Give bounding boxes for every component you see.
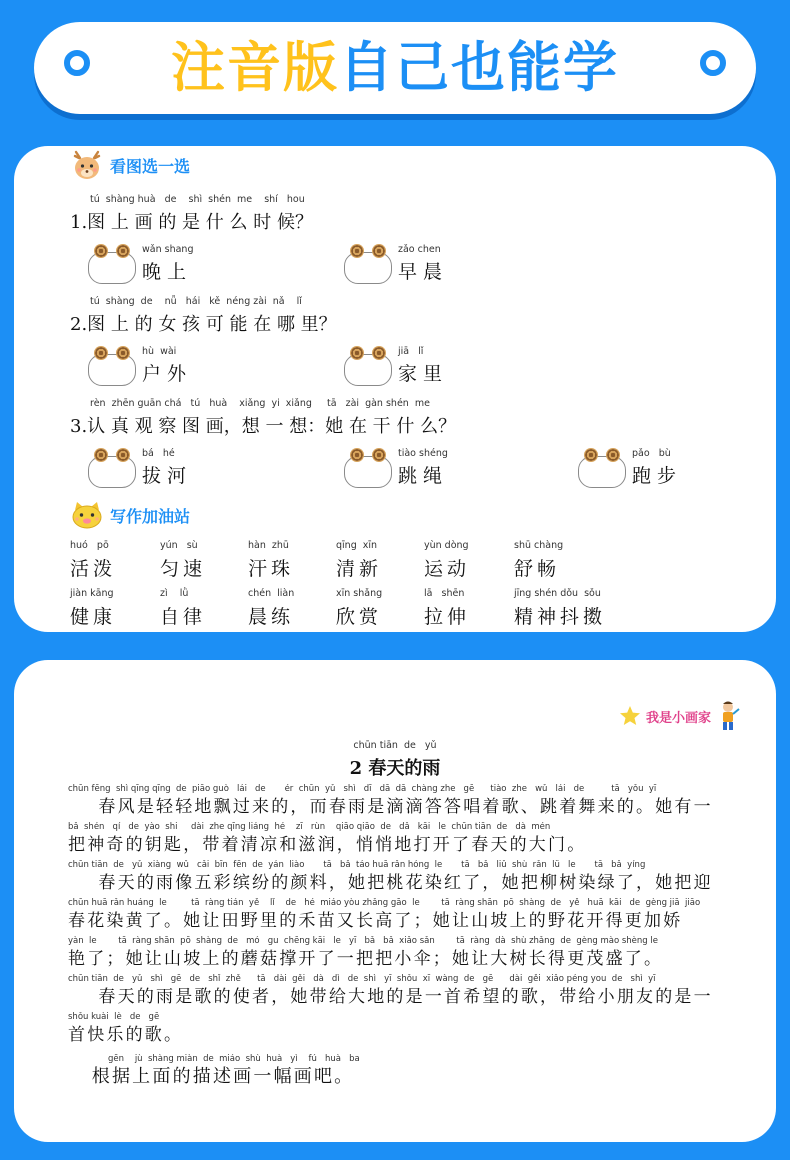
swirl-icon <box>372 244 386 258</box>
vocab-word <box>424 540 514 581</box>
line-text: 春花染黄了。她让田野里的禾苗又长高了；她让山坡上的野花开得更加娇 <box>68 911 683 931</box>
option-label: 户 外 <box>142 363 187 385</box>
line-pinyin: bǎ shén qí de yào shi dài zhe qīng liáng hé zī rùn qiāo qiāo de dǎ kāi le chūn tiān de dà mén <box>68 822 551 832</box>
swirl-icon <box>94 244 108 258</box>
answer-box[interactable] <box>344 456 392 488</box>
question-pinyin: rèn zhēn guān chá tú huà xiǎng yi xiǎng tā zài gàn shén me <box>90 398 430 409</box>
swirl-icon <box>116 346 130 360</box>
story-line <box>68 822 748 855</box>
answer-option[interactable] <box>344 244 524 286</box>
title-banner <box>34 22 756 114</box>
word-pinyin: qīng xīn <box>336 540 378 551</box>
story-line <box>68 784 748 817</box>
little-painter-badge <box>618 700 741 732</box>
word-pinyin: hàn zhū <box>248 540 289 551</box>
vocab-word <box>248 588 338 629</box>
answer-box[interactable] <box>88 252 136 284</box>
child-painter-icon <box>715 700 741 732</box>
line-text: 艳了；她让山坡上的蘑菇撑开了一把把小伞；她让大树长得更茂盛了。 <box>68 949 664 969</box>
section-heading-look-and-choose <box>70 150 190 180</box>
answer-option[interactable] <box>344 346 524 388</box>
line-pinyin: chūn huā rǎn huáng le tā ràng tián yě lǐ de hé miáo yòu zhǎng gāo le tā ràng shān pō shàng de yě huā kāi de gèng jiā jiāo <box>68 898 701 908</box>
answer-option[interactable] <box>88 346 268 388</box>
line-text: 把神奇的钥匙，带着清凉和滋润，悄悄地打开了春天的大门。 <box>68 835 587 855</box>
circle-icon <box>700 50 726 76</box>
line-pinyin: gēn jù shàng miàn de miáo shù huà yì fú huà ba <box>108 1054 360 1064</box>
line-text: 根据上面的描述画一幅画吧。 <box>68 1066 355 1087</box>
vocab-word <box>70 540 160 581</box>
answer-box[interactable] <box>88 456 136 488</box>
word-text: 清新 <box>336 558 383 580</box>
line-pinyin: yàn le tā ràng shān pō shàng de mó gu chēng kāi le yī bǎ bǎ xiǎo sǎn tā ràng dà shù zhǎng de gèng mào shèng le <box>68 936 658 946</box>
swirl-icon <box>372 448 386 462</box>
vocab-word <box>336 540 426 581</box>
section-heading-label: 写作加油站 <box>110 506 191 526</box>
answer-box[interactable] <box>88 354 136 386</box>
vocab-word <box>424 588 514 629</box>
word-text: 汗珠 <box>248 558 295 580</box>
vocab-word <box>70 588 160 629</box>
answer-option[interactable] <box>578 448 748 490</box>
line-text: 春天的雨是歌的使者，她带给大地的是一首希望的歌，带给小朋友的是一 <box>68 987 713 1007</box>
story-line <box>68 860 748 893</box>
option-label: 家 里 <box>398 363 443 385</box>
word-text: 欣赏 <box>336 606 383 628</box>
word-text: 匀速 <box>160 558 207 580</box>
question-pinyin: tú shàng de nǚ hái kě néng zài nǎ lǐ <box>90 296 302 307</box>
line-pinyin: chūn fēng shì qīng qīng de piāo guò lái de ér chūn yǔ shì dī dā dā chàng zhe gē tiào zhe wǔ lái de tā yǒu yī <box>68 784 657 794</box>
swirl-icon <box>350 244 364 258</box>
question-pinyin: tú shàng huà de shì shén me shí hou <box>90 194 305 205</box>
vocab-word <box>514 540 604 581</box>
word-text: 自律 <box>160 606 207 628</box>
answer-box[interactable] <box>578 456 626 488</box>
word-pinyin: huó pō <box>70 540 109 551</box>
swirl-icon <box>94 448 108 462</box>
line-pinyin: shǒu kuài lè de gē <box>68 1012 160 1022</box>
vocab-word <box>514 588 654 629</box>
section-heading-writing-station <box>70 500 190 530</box>
option-pinyin: jiā lǐ <box>398 346 424 357</box>
swirl-icon <box>606 448 620 462</box>
word-text: 拉伸 <box>424 606 471 628</box>
swirl-icon <box>584 448 598 462</box>
option-pinyin: hù wài <box>142 346 177 357</box>
section-heading-label: 看图选一选 <box>110 156 191 176</box>
word-text: 活泼 <box>70 558 117 580</box>
option-pinyin: bá hé <box>142 448 175 459</box>
story-title-pinyin: chūn tiān de yǔ <box>353 740 437 751</box>
story-line <box>68 1012 748 1045</box>
word-pinyin: xīn shǎng <box>336 588 383 599</box>
word-pinyin: shū chàng <box>514 540 564 551</box>
line-text: 首快乐的歌。 <box>68 1025 184 1045</box>
story-line <box>68 936 748 969</box>
vocab-word <box>160 540 250 581</box>
story-instruction <box>68 1054 748 1087</box>
swirl-icon <box>116 244 130 258</box>
word-pinyin: jiàn kāng <box>70 588 114 599</box>
swirl-icon <box>372 346 386 360</box>
swirl-icon <box>350 346 364 360</box>
word-pinyin: lā shēn <box>424 588 465 599</box>
word-text: 健康 <box>70 606 117 628</box>
vocab-word <box>248 540 338 581</box>
line-pinyin: chūn tiān de yǔ shì gē de shǐ zhě tā dài gěi dà dì de shì yī shǒu xī wàng de gē dài gěi xiǎo péng you de shì yī <box>68 974 656 984</box>
answer-box[interactable] <box>344 354 392 386</box>
word-text: 舒畅 <box>514 558 561 580</box>
question-2: 2.图 上 的 女 孩 可 能 在 哪 里？ <box>70 314 337 335</box>
answer-option[interactable] <box>88 448 268 490</box>
option-label: 跳 绳 <box>398 465 443 487</box>
word-text: 运动 <box>424 558 471 580</box>
cat-icon <box>70 500 104 530</box>
option-pinyin: wǎn shang <box>142 244 194 255</box>
word-pinyin: zì lǜ <box>160 588 189 599</box>
option-pinyin: tiào shéng <box>398 448 448 459</box>
vocab-word <box>336 588 426 629</box>
line-text: 春风是轻轻地飘过来的，而春雨是滴滴答答唱着歌、跳着舞来的。她有一 <box>68 797 713 817</box>
option-label: 跑 步 <box>632 465 677 487</box>
star-icon <box>618 704 642 728</box>
word-pinyin: yún sù <box>160 540 198 551</box>
banner-title <box>34 36 756 100</box>
deer-icon <box>70 148 104 182</box>
word-text: 晨练 <box>248 606 295 628</box>
answer-box[interactable] <box>344 252 392 284</box>
vocab-word <box>160 588 250 629</box>
word-pinyin: chén liàn <box>248 588 295 599</box>
story-title: 2 春天的雨 <box>349 758 441 779</box>
story-line <box>68 898 748 931</box>
option-pinyin: pǎo bù <box>632 448 671 459</box>
answer-option[interactable] <box>344 448 524 490</box>
question-1: 1.图 上 画 的 是 什 么 时 候？ <box>70 212 313 233</box>
story-line <box>68 974 748 1007</box>
answer-option[interactable] <box>88 244 268 286</box>
badge-label: 我是小画家 <box>646 710 712 726</box>
line-text: 春天的雨像五彩缤纷的颜料，她把桃花染红了，她把柳树染绿了，她把迎 <box>68 873 713 893</box>
option-label: 拔 河 <box>142 465 187 487</box>
word-pinyin: yùn dòng <box>424 540 469 551</box>
swirl-icon <box>94 346 108 360</box>
word-pinyin: jīng shén dǒu sǒu <box>514 588 601 599</box>
option-label: 晚 上 <box>142 261 187 283</box>
line-pinyin: chūn tiān de yǔ xiàng wǔ cǎi bīn fēn de yán liào tā bǎ táo huā rǎn hóng le tā bǎ liǔ shù rǎn lǜ le tā bǎ yíng <box>68 860 646 870</box>
option-label: 早 晨 <box>398 261 443 283</box>
swirl-icon <box>116 448 130 462</box>
option-pinyin: zǎo chen <box>398 244 441 255</box>
question-3: 3.认 真 观 察 图 画，想 一 想：她 在 干 什 么？ <box>70 416 457 437</box>
banner-title-part1: 注音版 <box>171 36 339 99</box>
banner-title-part2: 自己也能学 <box>339 36 619 99</box>
swirl-icon <box>350 448 364 462</box>
word-text: 精神抖擞 <box>514 606 607 628</box>
